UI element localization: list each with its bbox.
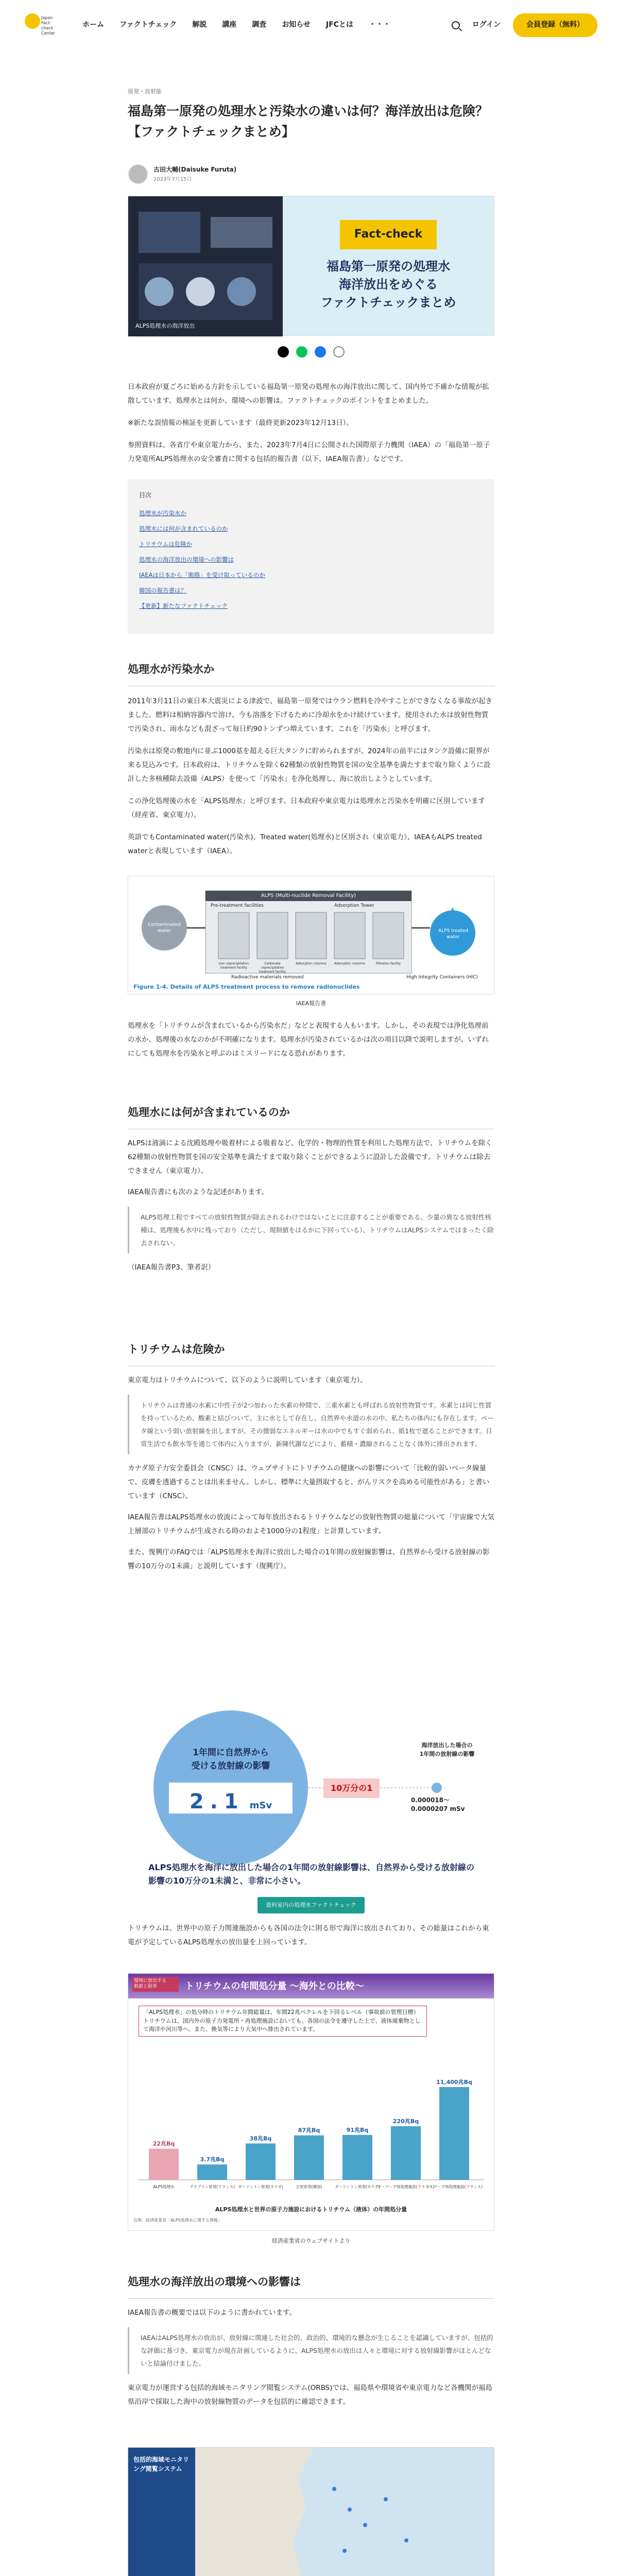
section-2-body [128,1137,494,1275]
nav-about[interactable]: JFCとは [325,21,353,29]
chart-bar-label: 91兆Bq [346,2126,369,2133]
hero-photo-label: ALPS処理水の海洋放出 [135,322,195,329]
update-note: ※新たな誤情報の検証を更新しています（最終更新2023年12月13日）。 [128,419,353,427]
page-title: 福島第一原発の処理水と汚染水の違いは何？海洋放出は危険？【ファクトチェックまとめ】 [128,104,489,139]
alps-header: ALPS (Multi-nuclide Removal Facility) [261,893,356,899]
section-heading-treated-water: 処理水が汚染水か [128,659,494,686]
chart-category-label: 古里原発(韓国) [296,2184,322,2189]
section-1-body [128,694,494,858]
author-name[interactable]: 古田大輔(Daisuke Furuta) [153,166,237,173]
chart-title: トリチウムの年間処分量 ～海外との比較～ [185,1981,364,1992]
section-heading-environment: 処理水の海洋放出の環境への影響は [128,2272,494,2299]
removed-label: Radioactive materials removed [231,975,304,980]
figure-title: Figure 1-4. Details of ALPS treatment process to remove radionuclides [133,984,360,990]
source-paragraph: 参照資料は、各省庁や東京電力から、また、2023年7月4日に公開された国際原子力機関（IAEA）の「福島第一原子力発電所ALPS処理水の安全審査に関する包括的報告書（以下、IAEA報告書）」などです。 [128,441,490,463]
toc-item[interactable]: 処理水には何が含まれているのか [139,525,228,533]
toc-label: 目次 [139,492,152,499]
hero-image [128,196,494,336]
main-nav [82,19,390,32]
chart-badge: 環境に放出する 数値と限界 [132,1977,179,1992]
chart-figure-caption: 経済産業省のウェブサイトより [271,2238,351,2244]
table-of-contents [128,479,494,634]
chart-note: 「ALPS処理水」の処分時のトリチウム年間総量は、年間22兆ベクレルを下回るレベル（事故前の管理目標） [143,2009,419,2015]
nav-more[interactable]: ・・・ [368,21,390,29]
pretreat-label: Pre-treatment facilities [211,903,264,908]
s4-paragraph: IAEA報告書の概要では以下のように書かれています。 [128,2309,296,2317]
top-navigation [0,0,618,50]
monitoring-map[interactable] [128,2447,494,2576]
s1-paragraph: 処理水を「トリチウムが含まれているから汚染水だ」などと表現する人もいます。しかし、その表現では浄化処理前の水か、処理後の水なのかが不明確になります。処理水が汚染されているかは次の項目以降で説明しますが、いずれにしても処理水を汚染水と呼ぶのはミスリードになる恐れがあります。 [128,1022,489,1058]
chart-bar [439,2087,469,2180]
tepco-quote: トリチウムは普通の水素に中性子が2つ加わった水素の仲間で、三重水素とも呼ばれる放射性物質です。水素とは同じ性質を持っているため、酸素と結びついて、主に水として存在し、自然界や水道の水の中、私たちの体内にも存在します。ベータ線という弱い放射線を出しますが、その微弱なエネルギーは水の中でもすぐ弱められ、紙1枚で遮ることができます。日常生活でも飲水等を通じて体内に入りますが、新陳代謝などにより、蓄積・濃縮されることなく体外に排出されます。 [128,1395,494,1454]
facebook-share-icon[interactable] [315,346,326,358]
search-icon[interactable] [452,21,460,29]
nav-explain[interactable]: 解説 [192,21,207,29]
chart-category-label: ラ・アーグ再処理施設(フランス) [425,2184,483,2189]
author-block [128,164,494,185]
natural-dose-title: 1年間に自然界から 受ける放射線の影響 [191,1748,270,1771]
toc-item[interactable]: 処理水の海洋放出の環境への影響は [139,555,234,563]
map-title: 包括的海域モニタリング閲覧システム [133,2456,190,2472]
chart-bar [391,2126,421,2180]
toc-item[interactable]: 処理水が汚染水か [139,510,186,517]
discharge-dose-values: 0.000018～ 0.0000207 mSv [411,1797,465,1812]
nav-home[interactable]: ホーム [82,21,104,29]
factcheck-link-box [128,1897,494,1913]
dose-comparison-figure [128,1700,494,1917]
process-box-label: Iron coprecipitation treatment facility [218,962,249,970]
nav-course[interactable]: 講座 [222,21,237,29]
s2-paragraph: IAEA報告書にも次のような記述があります。 [128,1188,268,1196]
section-heading-contents: 処理水には何が含まれているのか [128,1103,494,1129]
chart-bar [342,2135,372,2180]
s3-paragraph: また、復興庁のFAQでは「ALPS処理水を海洋に放出した場合の1年間の放射線影響は、自然界から受ける放射線の影響の10万分の1未満」と説明しています（復興庁）。 [128,1548,490,1570]
s1-paragraph: 英語でもContaminated water(汚染水)、Treated water(処理水)と区別され（東京電力）、IAEAもALPS treated waterと表現しています（IAEA）。 [128,833,482,855]
process-box-label: Filtration facility [375,962,401,965]
copy-link-icon[interactable] [333,346,345,358]
section-3-body [128,1374,494,1573]
s1-paragraph: 汚染水は原発の敷地内に並ぶ1000基を超える巨大タンクに貯められますが、2024年の前半にはタンク設備に限界が来る見込みです。日本政府は、トリチウムを除く62種類の放射性物質を国の安全基準を満たすまで取り除くように設計した多核種除去設備（ALPS）を使って「汚染水」を浄化処理し、海に放出しようとしています。 [128,747,491,783]
chart-category-label: ダーリントン原発(カナダ) [238,2184,283,2189]
process-box-label: Adsorption columns [296,962,327,965]
nav-factcheck[interactable]: ファクトチェック [119,21,177,29]
process-box-label: Carbonate coprecipitation treatment facility [259,962,286,974]
site-logo[interactable] [21,7,57,43]
natural-dose-unit: mSv [249,1800,272,1811]
treated-water-label: ALPS treated water [438,928,469,940]
discharge-dose-title: 海洋放出した場合の 1年間の放射線の影響 [419,1742,475,1757]
natural-dose-value: 2.1 [189,1790,245,1814]
chart-caption: ALPS処理水と世界の原子力施設におけるトリチウム（液体）の年間処分量 [215,2206,407,2213]
line-share-icon[interactable] [296,346,307,358]
chart-category-label: ラ・アーグ再処理施設(フランス) [377,2184,435,2189]
hero-title: 福島第一原発の処理水 海洋放出をめぐる ファクトチェックまとめ [320,259,456,310]
s1-paragraph: 2011年3月11日の東日本大震災による津波で、福島第一原発ではウラン燃料を冷やすことができなくなる事故が起きました。燃料は相納容器内で溶け、今も溶落を下げるために冷却水をかけ続けています。使用された水は放射性物質で汚染され、雨水なども混ざって毎日約90トンずつ増えています。これを「汚染水」と呼びます。 [128,697,492,733]
chart-category-label: ALPS処理水 [153,2184,175,2189]
publish-date: 2023年7月15日 [153,177,192,183]
chart-bar [197,2164,227,2180]
chart-category-label: ダーリントン原発(カナダ) [335,2184,380,2189]
signup-button[interactable]: 会員登録（無料） [513,13,597,37]
iaea-quote: ALPS処理工程ですべての放射性物質が除去されるわけではないことに注意することが重要である。少量の異なる放射性核種は、処理後も水中に残っており（ただし、規制値をはるかに下回っている）、トリチウムはALPSシステムではまったく除去されない。 [128,1207,494,1253]
chart-source: 出典：経済産業省「ALPS処理水に関する情報」 [133,2218,222,2223]
ratio-label: 10万分の1 [323,1778,380,1798]
intro-paragraph: 日本政府が夏ごろに始める方針を示している福島第一原発の処理水の海洋放出に関して、国内外で不確かな情報が拡散しています。処理水とは何か、環境への影響は。ファクトチェックのポイントをまとめました。 [128,383,489,405]
nav-research[interactable]: 調査 [252,21,267,29]
breadcrumb[interactable]: 原発・放射能 [128,88,162,95]
s1-paragraph: この浄化処理後の水を「ALPS処理水」と呼びます。日本政府や東京電力は処理水と汚染水を明確に区別しています（経産省、東京電力）。 [128,797,485,819]
process-box-label: Adsorption columns [334,962,365,965]
section-heading-tritium: トリチウムは危険か [128,1340,494,1366]
nav-news[interactable]: お知らせ [282,21,311,29]
section-4-body [128,2306,494,2409]
toc-item[interactable]: トリチウムは危険か [139,540,193,548]
chart-category-label: グラブリン原発(フランス) [190,2184,235,2189]
hero-photo [128,196,283,336]
hero-photo-graphic [128,196,283,336]
toc-item[interactable]: 【更新】新たなファクトチェック [139,602,228,609]
chart-bar [246,2143,276,2180]
s4-paragraph: 東京電力が運営する包括的海域モニタリング閲覧システム(ORBS)では、福島県や環境省や東京電力など各機関が福島県沿岸で採取した海中の放射線物質のデータを包括的に確認できます。 [128,2384,493,2406]
hic-label: High Integrity Containers (HIC) [406,975,478,980]
share-bar [128,346,494,358]
chart-note: トリチウムは、国内外の原子力発電所・再処理施設においても、各国の法令を遵守した上で、液体廃棄物として海洋や河川等へ、また、換気等により大気中へ排出されています。 [143,2017,421,2032]
dose-summary: ALPS処理水を海洋に放出した場合の1年間の放射線影響は、自然界から受ける放射線の影響の10万分の1未満と、非常に小さい。 [148,1862,474,1886]
x-share-icon[interactable] [278,346,289,358]
natural-dose-box [169,1783,293,1814]
figure-caption: IAEA報告書 [296,1000,327,1007]
toc-item[interactable]: IAEAは日本から「賄賂」を受け取っているのか [139,571,265,579]
chart-bar [294,2136,324,2180]
adsorption-label: Adsorption Tower [334,903,374,908]
iaea-summary-quote: IAEAはALPS処理水の放出が、放射線に関連した社会的、政治的、環境的な懸念が生じることを認識していますが、包括的な評価に基づき、東京電力が現在計画しているように、ALPS処理水の放出は人々と環境に対する放射線影響がほとんどないと結論付けました。 [128,2327,494,2374]
s3-paragraph: 東京電力はトリチウムについて、以下のように説明しています（東京電力）。 [128,1376,367,1384]
toc-item[interactable]: 韓国の報告書は？ [139,586,186,594]
s2-paragraph: ALPSは液滴による沈殿処理や吸着材による吸着など、化学的・物理的性質を利用した処理方法で、トリチウムを除く62種類の放射性物質を国の安全基準を満たすまで取り除くことができるように設計した設備です。トリチウムは除去できません（東京電力）。 [128,1139,492,1175]
logo-sun-icon [25,13,40,29]
s3-paragraph: カナダ原子力安全委員会（CNSC）は、ウェブサイトにトリチウムの健康への影響について「比較的弱いベータ線量で、皮膚を透過することは出来ません。しかし、標準に大量摂取すると、がんリスクを高める可能性がある」と書いています（CNSC）。 [128,1464,490,1500]
factcheck-badge: Fact-check [340,220,437,249]
tritium-chart [128,1973,494,2231]
hero-panel [283,196,494,335]
intro [128,380,494,466]
logo-text: Japan Fact-check Center [41,15,55,36]
s3-paragraph: IAEA報告書はALPS処理水の放流によって毎年放出されるトリチウムなどの放射性物質の総量について「宇宙線で大気上層部のトリチウムが生成される時のおよそ1000分の1程度」と計算しています。 [128,1513,494,1535]
avatar[interactable] [128,164,148,184]
s3-paragraph: トリチウムは、世界中の原子力関連施設からも各国の法令に則る形で海洋に放出されており、その総量はこれから東電が予定しているALPS処理水の放出量を上回っています。 [128,1924,489,1946]
bar-chart-svg [128,1974,494,2211]
alps-process-figure [128,876,494,994]
factcheck-link-button[interactable]: 資料室内の処理水ファクトチェック [258,1897,364,1913]
login-link[interactable]: ログイン [472,21,501,29]
chart-bar-label: 3.7兆Bq [200,2156,225,2163]
chart-bar-label: 87兆Bq [298,2127,320,2134]
contaminated-water-label: Contaminated water [148,922,181,934]
chart-bar-label: 22兆Bq [152,2140,175,2147]
chart-bar-label: 38兆Bq [249,2135,272,2142]
chart-bar-label: 220兆Bq [392,2117,419,2125]
chart-bar [149,2149,179,2180]
chart-bar-label: 11,400兆Bq [436,2079,472,2086]
quote-source: （IAEA報告書P3、筆者訳） [128,1263,215,1272]
